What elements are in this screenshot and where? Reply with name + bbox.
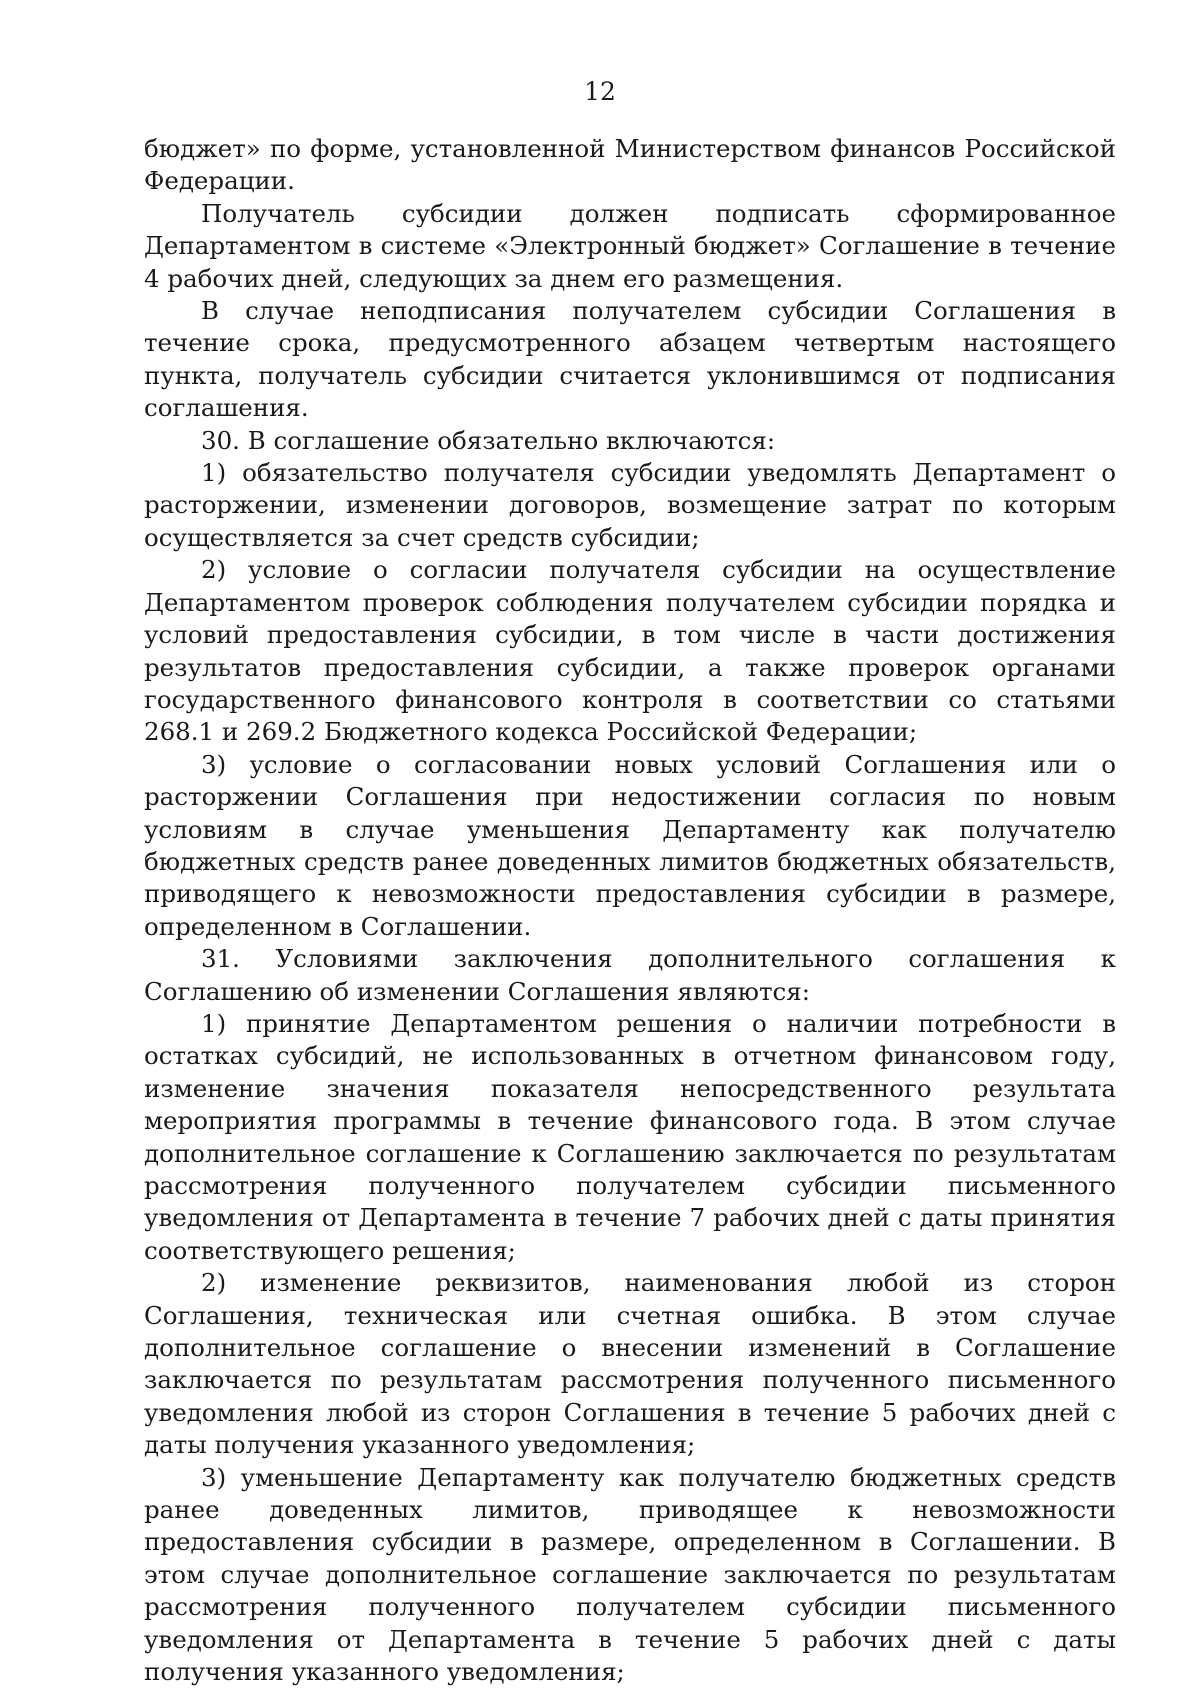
paragraph: В случае неподписания получателем субсидии Соглашения в течение срока, предусмотренного абзацем четвертым настоящего пункта, получатель субсидии считается уклонившимся от подписания соглашения. <box>144 296 1116 423</box>
clause-30-item-1: 1) обязательство получателя субсидии уведомлять Департамент о расторжении, изменении договоров, возмещение затрат по которым осуществляется за счет средств субсидии; <box>144 458 1116 552</box>
clause-30-heading: 30. В соглашение обязательно включаются: <box>201 425 776 455</box>
document-body <box>144 133 1116 1689</box>
clause-31-item-2: 2) изменение реквизитов, наименования любой из сторон Соглашения, техническая или счетная ошибка. В этом случае дополнительное соглашение о внесении изменений в Соглашение заключается по результатам рассмотрения полученного письменного уведомления любой из сторон Соглашения в течение 5 рабочих дней с даты получения указанного уведомления; <box>144 1268 1116 1460</box>
clause-31-heading: 31. Условиями заключения дополнительного соглашения к Соглашению об изменении Соглашения являются: <box>144 944 1116 1006</box>
clause-31-item-1: 1) принятие Департаментом решения о наличии потребности в остатках субсидий, не использованных в отчетном финансовом году, изменение значения показателя непосредственного результата мероприятия программы в течение финансового года. В этом случае дополнительное соглашение к Соглашению заключается по результатам рассмотрения полученного получателем субсидии письменного уведомления от Департамента в течение 7 рабочих дней с даты принятия соответствующего решения; <box>144 1008 1116 1265</box>
page-number: 12 <box>584 77 616 106</box>
clause-30-item-2: 2) условие о согласии получателя субсидии на осуществление Департаментом проверок соблюдения получателем субсидии порядка и условий предоставления субсидии, в том числе в части достижения результатов предоставления субсидии, а также проверок органами государственного финансового контроля в соответствии со статьями 268.1 и 269.2 Бюджетного кодекса Российской Федерации; <box>144 555 1116 747</box>
clause-31-item-3: 3) уменьшение Департаменту как получателю бюджетных средств ранее доведенных лимитов, приводящее к невозможности предоставления субсидии в размере, определенном в Соглашении. В этом случае дополнительное соглашение заключается по результатам рассмотрения полученного получателем субсидии письменного уведомления от Департамента в течение 5 рабочих дней с даты получения указанного уведомления; <box>144 1462 1116 1687</box>
clause-30-item-3: 3) условие о согласовании новых условий Соглашения или о расторжении Соглашения при недостижении согласия по новым условиям в случае уменьшения Департаменту как получателю бюджетных средств ранее доведенных лимитов бюджетных обязательств, приводящего к невозможности предоставления субсидии в размере, определенном в Соглашении. <box>144 749 1116 941</box>
paragraph: Получатель субсидии должен подписать сформированное Департаментом в системе «Электронный бюджет» Соглашение в течение 4 рабочих дней, следующих за днем его размещения. <box>144 198 1116 293</box>
paragraph: бюджет» по форме, установленной Министерством финансов Российской Федерации. <box>144 134 1116 196</box>
